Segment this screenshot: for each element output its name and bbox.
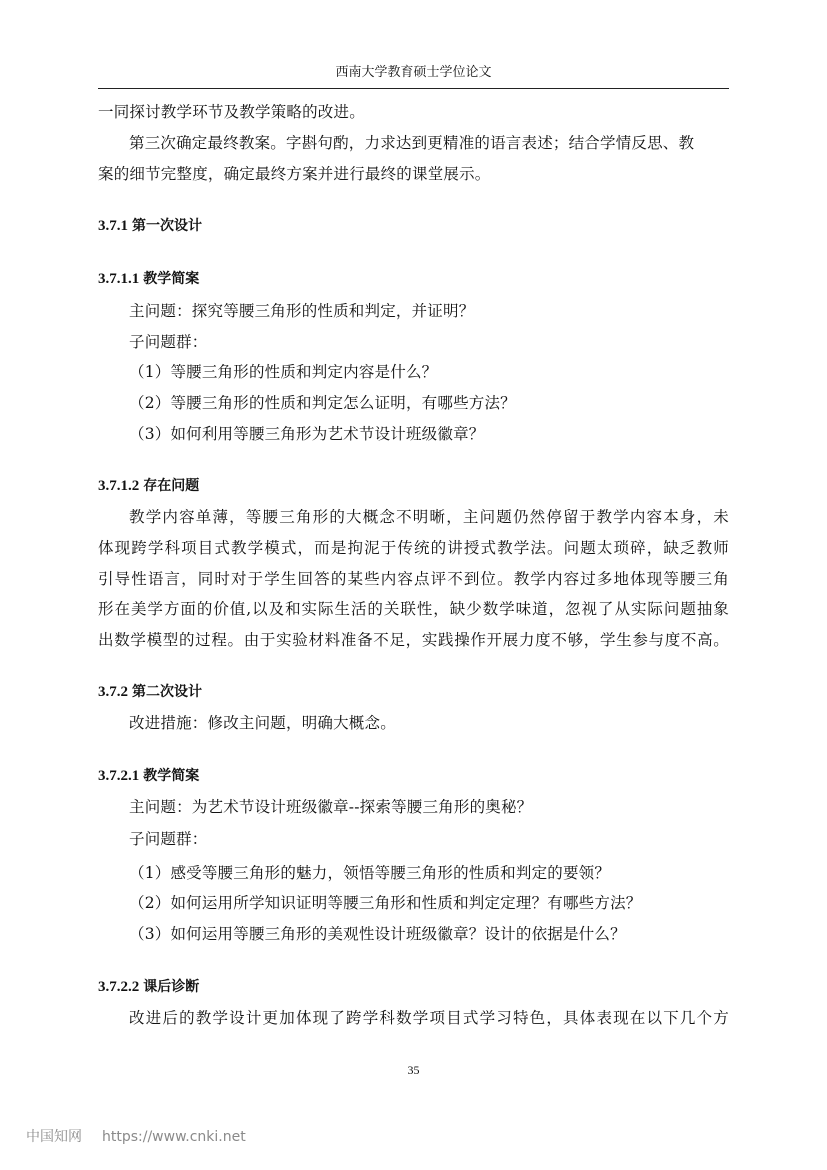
section-heading-3-7-2-2 bbox=[98, 976, 199, 998]
paragraph-line: 一同探讨教学环节及教学策略的改进。 bbox=[98, 103, 365, 121]
section-title: 第一次设计 bbox=[132, 218, 202, 234]
section-title: 存在问题 bbox=[143, 478, 200, 494]
section-number: 3.7.1.1 bbox=[98, 271, 140, 287]
paragraph-line: 引导性语言，同时对于学生回答的某些内容点评不到位。教学内容过多地体现等腰三角 bbox=[98, 570, 729, 588]
section-heading-3-7-2 bbox=[98, 681, 202, 703]
section-title: 课后诊断 bbox=[143, 979, 200, 995]
header-rule bbox=[98, 88, 729, 89]
paragraph-line: 体现跨学科项目式教学模式，而是拘泥于传统的讲授式教学法。问题太琐碎，缺乏教师 bbox=[98, 539, 729, 557]
section-number: 3.7.2 bbox=[98, 684, 128, 700]
sub-question-label: 子问题群： bbox=[129, 830, 208, 848]
main-question: 主问题：探究等腰三角形的性质和判定，并证明？ bbox=[129, 302, 475, 320]
paragraph-line: 改进后的教学设计更加体现了跨学科数学项目式学习特色，具体表现在以下几个方 bbox=[129, 1009, 729, 1027]
paragraph-line: 形在美学方面的价值,以及和实际生活的关联性，缺少数学味道，忽视了从实际问题抽象 bbox=[98, 600, 729, 618]
paragraph-line: 出数学模型的过程。由于实验材料准备不足，实践操作开展力度不够，学生参与度不高。 bbox=[98, 631, 729, 649]
section-title: 教学简案 bbox=[143, 768, 200, 784]
sub-question: （2）如何运用所学知识证明等腰三角形和性质和判定定理？有哪些方法？ bbox=[129, 894, 642, 912]
paragraph-line: 案的细节完整度，确定最终方案并进行最终的课堂展示。 bbox=[98, 165, 491, 183]
page-number: 35 bbox=[407, 1063, 420, 1077]
watermark-brand: 中国知网 bbox=[26, 1129, 82, 1145]
running-header: 西南大学教育硕士学位论文 bbox=[335, 65, 492, 80]
sub-question: （3）如何运用等腰三角形的美观性设计班级徽章？设计的依据是什么？ bbox=[129, 925, 626, 943]
sub-question: （1）感受等腰三角形的魅力，领悟等腰三角形的性质和判定的要领？ bbox=[129, 864, 611, 882]
section-number: 3.7.1 bbox=[98, 218, 128, 234]
section-number: 3.7.2.1 bbox=[98, 768, 140, 784]
cnki-watermark bbox=[26, 1126, 246, 1146]
sub-question: （3）如何利用等腰三角形为艺术节设计班级徽章？ bbox=[129, 425, 485, 443]
section-heading-3-7-2-1 bbox=[98, 765, 199, 787]
watermark-url: https://www.cnki.net bbox=[102, 1129, 246, 1145]
paragraph-line: 教学内容单薄，等腰三角形的大概念不明晰，主问题仍然停留于教学内容本身，未 bbox=[129, 508, 729, 526]
improvement-measure: 改进措施：修改主问题，明确大概念。 bbox=[129, 714, 396, 732]
section-number: 3.7.1.2 bbox=[98, 478, 140, 494]
section-heading-3-7-1-2 bbox=[98, 475, 199, 497]
sub-question: （2）等腰三角形的性质和判定怎么证明，有哪些方法？ bbox=[129, 394, 516, 412]
section-heading-3-7-1-1 bbox=[98, 268, 199, 290]
sub-question-label: 子问题群： bbox=[129, 333, 208, 351]
section-title: 教学简案 bbox=[143, 271, 200, 287]
main-question: 主问题：为艺术节设计班级徽章--探索等腰三角形的奥秘？ bbox=[129, 798, 533, 816]
section-number: 3.7.2.2 bbox=[98, 979, 140, 995]
section-heading-3-7-1 bbox=[98, 215, 202, 237]
paragraph-line: 第三次确定最终教案。字斟句酌，力求达到更精准的语言表述；结合学情反思、教 bbox=[129, 134, 695, 152]
sub-question: （1）等腰三角形的性质和判定内容是什么？ bbox=[129, 363, 438, 381]
section-title: 第二次设计 bbox=[132, 684, 202, 700]
